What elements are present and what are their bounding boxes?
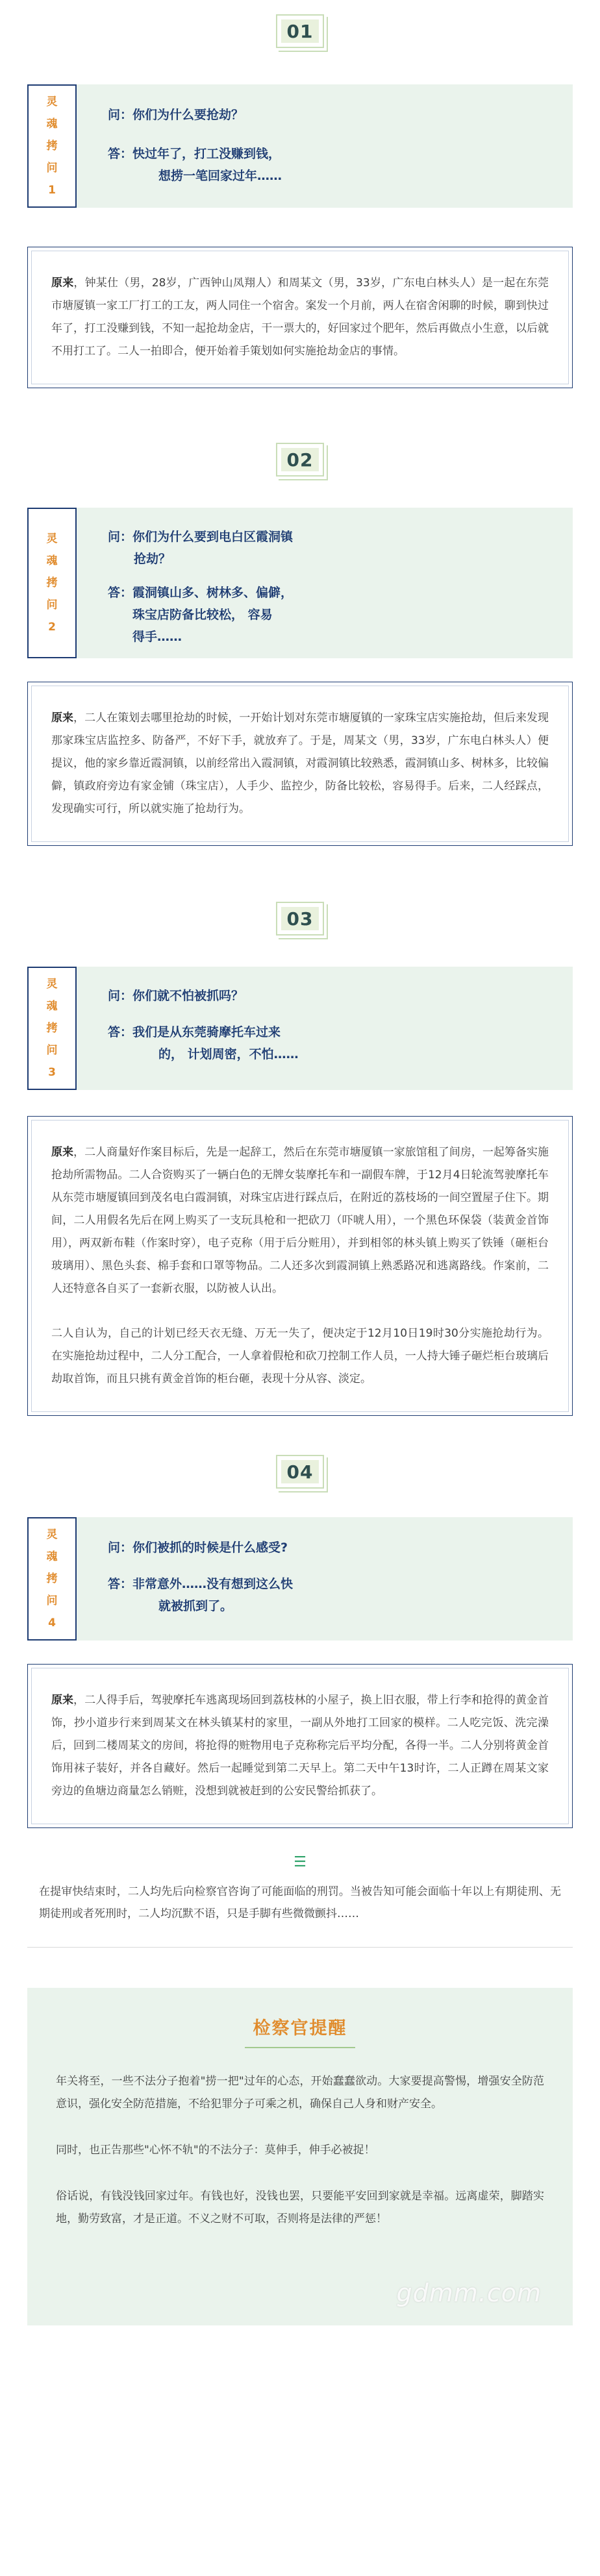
section-1-qa-tag	[27, 84, 77, 208]
section-1-number-wrap	[0, 14, 600, 48]
tag-char: 问	[46, 1044, 58, 1057]
tag-char: 灵	[46, 532, 58, 545]
answer-line: 非常意外……没有想到这么快	[132, 1577, 294, 1591]
section-2-qa-panel	[27, 508, 573, 658]
answer-line: 快过年了，打工没赚到钱，	[132, 147, 281, 161]
question-line: 抢劫？	[134, 552, 171, 566]
trigram-separator-icon: ☰	[294, 1854, 306, 1870]
section-3-question: 问：你们就不怕被抓吗？	[108, 989, 244, 1003]
section-4-text	[36, 1672, 564, 1820]
section-4-qa-tag	[27, 1517, 77, 1641]
answer-line: 我们是从东莞骑摩托车过来	[132, 1025, 281, 1039]
section-3-qa-panel	[27, 967, 573, 1090]
prosecutor-reminder	[27, 1988, 573, 2325]
tag-char: 拷	[46, 140, 58, 153]
tag-index: 2	[48, 621, 56, 634]
answer-line: 珠宝店防备比较松， 容易	[132, 608, 273, 622]
tag-char: 灵	[46, 1528, 58, 1541]
paragraph-text: ，二人商量好作案目标后，先是一起辞工，然后在东莞市塘厦镇一家旅馆租了间房，一起筹备实施抢劫所需物品。二人合资购买了一辆白色的无牌女装摩托车和一副假车牌，于12月4日轮流驾驶摩托车从东莞市塘厦镇回到茂名电白霞洞镇，对珠宝店进行踩点后，在附近的荔枝场的一间空置屋子住下。期间，二人用假名先后在网上购买了一支玩具枪和一把砍刀（吓唬人用），一个黑色环保袋（装黄金首饰用），两双新布鞋（作案时穿），电子克称（用于后分赃用），并到相邻的林头镇上购买了铁锤（砸柜台玻璃用）、黑色头套、棉手套和口罩等物品。二人还多次到霞洞镇上熟悉路况和逃离路线。作案前，二人还特意各自买了一套新衣服，以防被人认出。	[51, 1146, 549, 1295]
section-3-number: 03	[281, 907, 319, 930]
section-3-number-wrap	[0, 902, 600, 935]
paragraph-text: ，钟某仕（男，28岁，广西钟山凤翔人）和周某文（男，33岁，广东电白林头人）是一起在东莞市塘厦镇一家工厂打工的工友，两人同住一个宿舍。案发一个月前，两人在宿舍闲聊的时候，聊到快过年了，打工没赚到钱，不知一起抢劫金店，干一票大的，好回家过个肥年，然后再做点小生意，以后就不用打工了。二人一拍即合，便开始着手策划如何实施抢劫金店的事情。	[51, 277, 549, 358]
section-2-number-wrap	[0, 443, 600, 477]
section-1-qa-panel	[27, 84, 573, 208]
section-4-question: 问：你们被抓的时候是什么感受?	[108, 1541, 288, 1555]
section-2-text-box	[27, 682, 573, 846]
section-1-text	[36, 255, 564, 380]
section-3-qa-tag	[27, 967, 77, 1090]
paragraph-lead: 原来	[51, 1146, 74, 1159]
section-4-text-box	[27, 1664, 573, 1828]
paragraph	[51, 1141, 549, 1300]
section-3-text	[36, 1124, 564, 1407]
paragraph-text: ，二人在策划去哪里抢劫的时候，一开始计划对东莞市塘厦镇的一家珠宝店实施抢劫，但后来发现那家珠宝店监控多、防备严，不好下手，就放弃了。于是，周某文（男，33岁，广东电白林头人）便提议，他的家乡靠近霞洞镇，以前经常出入霞洞镇，对霞洞镇比较熟悉，霞洞镇山多、树林多，比较偏僻，镇政府旁边有家金铺（珠宝店），人手少、监控少，防备比较松，容易得手。后来，二人经踩点，发现确实可行，所以就实施了抢劫行为。	[51, 712, 549, 815]
answer-line: 霞洞镇山多、树林多、偏僻，	[132, 586, 294, 600]
answer-line: 得手……	[132, 630, 182, 644]
section-2-question	[108, 526, 553, 570]
answer-line: 就被抓到了。	[158, 1599, 233, 1613]
tag-char: 拷	[46, 1572, 58, 1585]
paragraph	[51, 272, 549, 363]
paragraph	[51, 707, 549, 821]
tag-char: 问	[46, 599, 58, 612]
reminder-paragraph: 年关将至，一些不法分子抱着"捞一把"过年的心态，开始蠢蠢欲动。大家要提高警惕，增强安全防范意识，强化安全防范措施，不给犯罪分子可乘之机，确保自己人身和财产安全。	[56, 2075, 544, 2111]
tag-index: 1	[48, 184, 56, 197]
reminder-paragraph: 同时，也正告那些"心怀不轨"的不法分子：莫伸手，伸手必被捉！	[56, 2144, 375, 2157]
section-4-qa-panel	[27, 1517, 573, 1641]
paragraph	[51, 1689, 549, 1803]
tag-index: 3	[48, 1066, 56, 1079]
tag-char: 魂	[46, 1550, 58, 1563]
tag-char: 拷	[46, 1022, 58, 1035]
answer-lead: 答：	[108, 586, 133, 600]
tag-char: 问	[46, 162, 58, 175]
section-4-answer	[108, 1573, 553, 1617]
paragraph-text: ，二人得手后，驾驶摩托车逃离现场回到荔枝林的小屋子，换上旧衣服，带上行李和抢得的黄金首饰，抄小道步行来到周某文在林头镇某村的家里，一副从外地打工回家的模样。二人吃完饭、洗完澡后，回到二楼周某文的房间，将抢得的赃物用电子克称称完后平均分配，各得一半。二人分别将黄金首饰用袜子装好，并各自藏好。然后一起睡觉到第二天早上。第二天中午13时许，二人正蹲在周某文家旁边的鱼塘边商量怎么销赃，没想到就被赶到的公安民警给抓获了。	[51, 1694, 549, 1798]
tag-char: 灵	[46, 978, 58, 991]
tag-index: 4	[48, 1616, 56, 1629]
tag-char: 魂	[46, 1000, 58, 1013]
tag-char: 魂	[46, 554, 58, 567]
tag-char: 拷	[46, 576, 58, 589]
paragraph-lead: 原来	[51, 712, 74, 724]
answer-line: 想捞一笔回家过年……	[158, 169, 282, 183]
section-2-qa-tag	[27, 508, 77, 658]
reminder-title: 检察官提醒	[253, 2018, 347, 2038]
tag-char: 魂	[46, 118, 58, 130]
section-3-number-badge	[276, 902, 324, 935]
paragraph-lead: 原来	[51, 277, 74, 290]
section-1-text-box	[27, 247, 573, 388]
section-1-question: 问：你们为什么要抢劫？	[108, 108, 244, 122]
section-3-text-box	[27, 1116, 573, 1416]
answer-lead: 答：	[108, 1577, 133, 1591]
epilogue-text: 在提审快结束时，二人均先后向检察官咨询了可能面临的刑罚。当被告知可能会面临十年以上有期徒刑、无期徒刑或者死刑时，二人均沉默不语，只是手脚有些微微颤抖……	[39, 1885, 561, 1920]
paragraph	[51, 1322, 549, 1391]
paragraph-text: 二人自认为，自己的计划已经天衣无缝、万无一失了，便决定于12月10日19时30分实施抢劫行为。在实施抢劫过程中，二人分工配合，一人拿着假枪和砍刀控制工作人员，一人持大锤子砸烂柜台玻璃后劫取首饰，而且只挑有黄金首饰的柜台砸，表现十分从容、淡定。	[51, 1327, 549, 1385]
section-4-number: 04	[281, 1460, 319, 1483]
paragraph-lead: 原来	[51, 1694, 74, 1707]
section-2-text	[36, 690, 564, 837]
section-1-number: 01	[281, 19, 319, 43]
section-4-number-wrap	[0, 1455, 600, 1489]
tag-char: 问	[46, 1594, 58, 1607]
answer-line: 的， 计划周密，不怕……	[158, 1047, 299, 1061]
section-1-answer	[108, 143, 553, 187]
question-line: 问：你们为什么要到电白区霞洞镇	[108, 530, 294, 544]
site-watermark: gdmm.com	[396, 2279, 542, 2307]
section-4-number-badge	[276, 1455, 324, 1489]
section-2-number: 02	[281, 448, 319, 471]
section-1-number-badge	[276, 14, 324, 48]
reminder-paragraph: 俗话说，有钱没钱回家过年。有钱也好，没钱也罢，只要能平安回到家就是幸福。远离虚荣，脚踏实地，勤劳致富，才是正道。不义之财不可取，否则将是法律的严惩！	[56, 2190, 544, 2225]
section-2-number-badge	[276, 443, 324, 477]
answer-lead: 答：	[108, 147, 133, 161]
answer-lead: 答：	[108, 1025, 133, 1039]
section-2-answer	[108, 582, 553, 648]
tag-char: 灵	[46, 95, 58, 108]
section-3-answer	[108, 1021, 553, 1065]
